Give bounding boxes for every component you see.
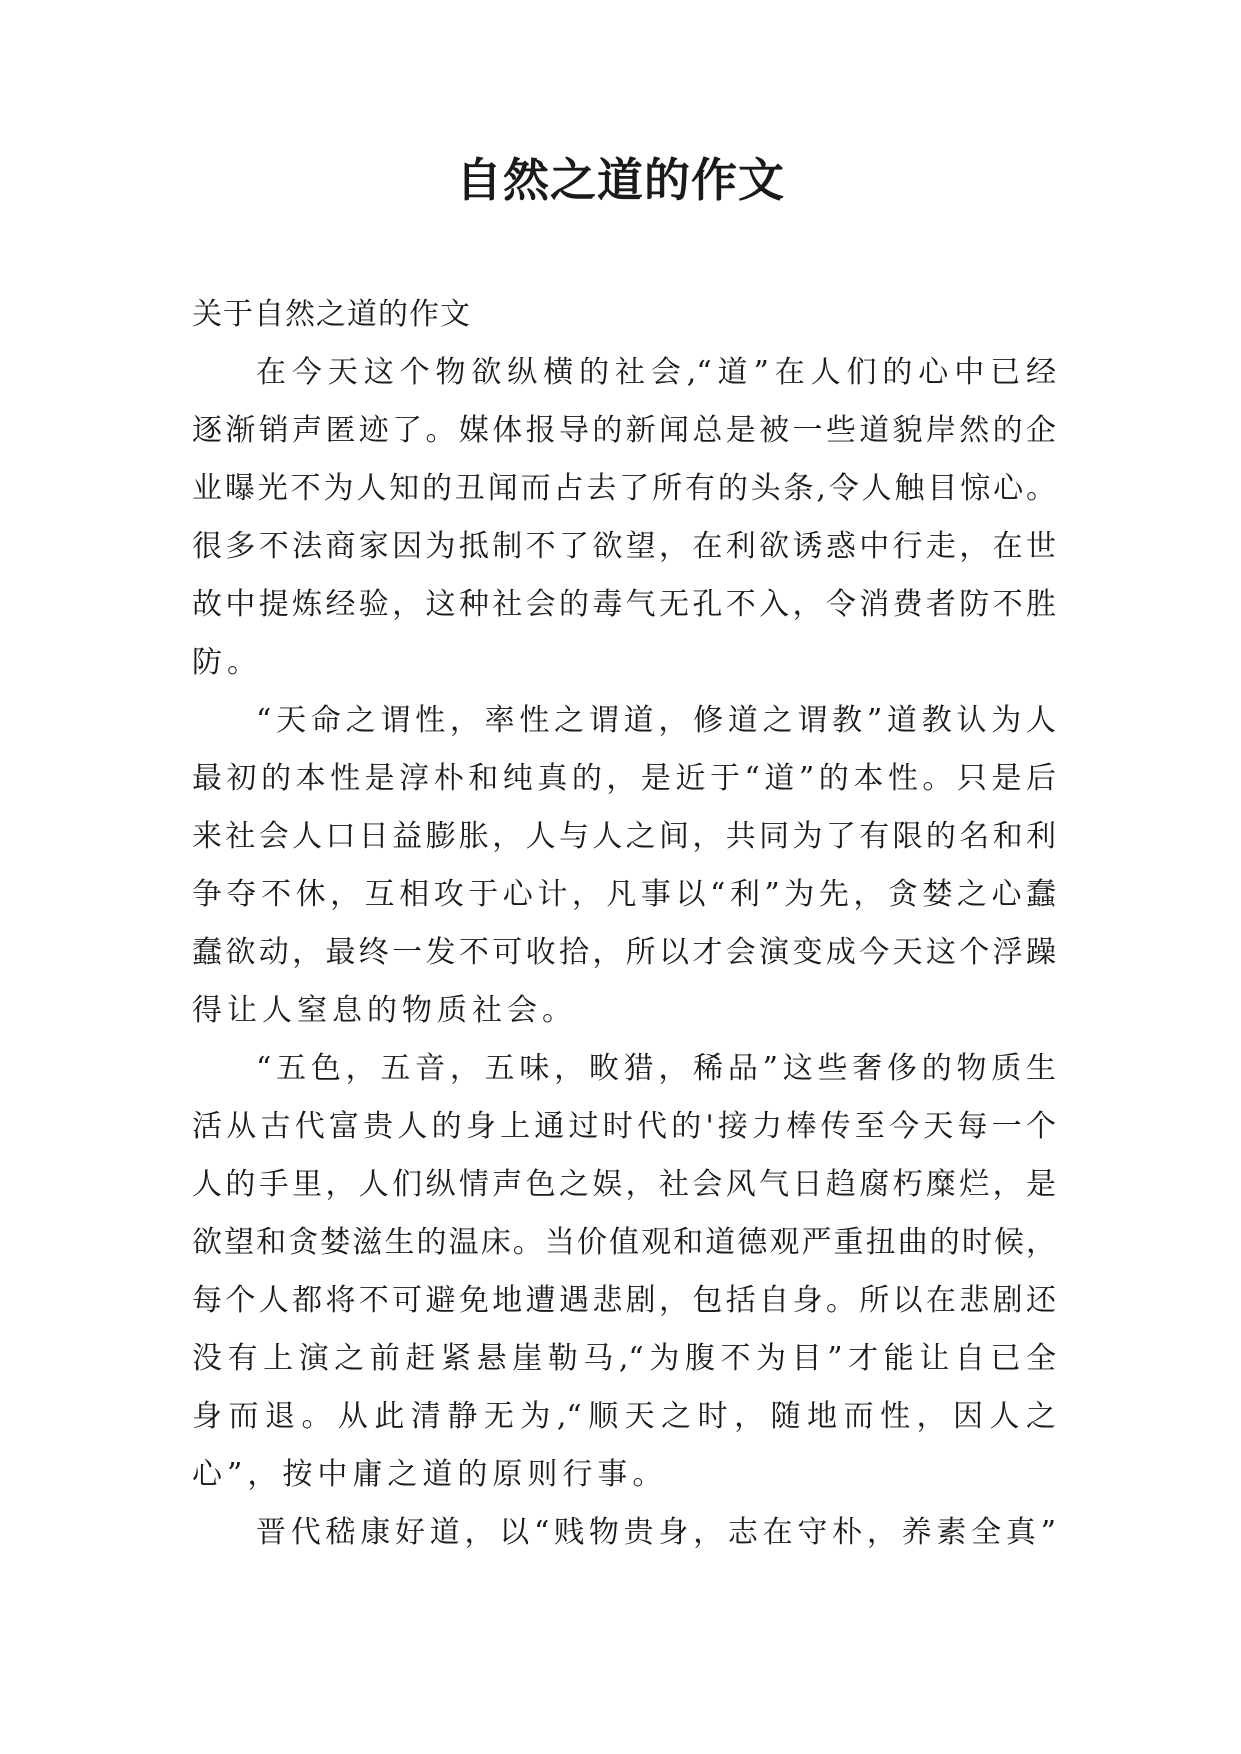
document-subtitle: 关于自然之道的作文 xyxy=(192,297,471,332)
paragraph-line: “天命之谓性，率性之谓道，修道之谓教”道教认为人 xyxy=(256,703,1056,738)
paragraph-2 xyxy=(192,692,1056,1040)
paragraph-line: 没有上演之前赶紧悬崖勒马,“为腹不为目”才能让自已全 xyxy=(192,1341,1056,1376)
paragraph-4 xyxy=(192,1504,1056,1562)
paragraph-line: 得让人窒息的物质社会。 xyxy=(192,993,577,1028)
paragraph-line: 逐渐销声匿迹了。媒体报导的新闻总是被一些道貌岸然的企 xyxy=(192,413,1056,448)
paragraph-line: 争夺不休，互相攻于心计，凡事以“利”为先，贪婪之心蠢 xyxy=(192,877,1056,912)
paragraph-line: 业曝光不为人知的丑闻而占去了所有的头条,令人触目惊心。 xyxy=(192,471,1056,506)
document-body xyxy=(192,286,1056,1562)
document-title: 自然之道的作文 xyxy=(456,153,785,207)
paragraph-line: 欲望和贪婪滋生的温床。当价值观和道德观严重扭曲的时候， xyxy=(192,1225,1056,1260)
paragraph-line: 故中提炼经验，这种社会的毒气无孔不入，令消费者防不胜 xyxy=(192,587,1056,622)
paragraph-line: 防。 xyxy=(192,645,262,680)
paragraph-line: 来社会人口日益膨胀，人与人之间，共同为了有限的名和利 xyxy=(192,819,1056,854)
paragraph-line: 人的手里，人们纵情声色之娱，社会风气日趋腐朽糜烂，是 xyxy=(192,1167,1056,1202)
paragraph-line: 晋代嵇康好道，以“贱物贵身，志在守朴，养素全真” xyxy=(256,1515,1056,1550)
paragraph-line: 最初的本性是淳朴和纯真的，是近于“道”的本性。只是后 xyxy=(192,761,1056,796)
paragraph-line: 心”，按中庸之道的原则行事。 xyxy=(192,1457,668,1492)
paragraph-line: 每个人都将不可避免地遭遇悲剧，包括自身。所以在悲剧还 xyxy=(192,1283,1056,1318)
paragraph-3 xyxy=(192,1040,1056,1504)
paragraph-line: 活从古代富贵人的身上通过时代的'接力棒传至今天每一个 xyxy=(192,1109,1056,1144)
paragraph-1 xyxy=(192,344,1056,692)
paragraph-line: 在今天这个物欲纵横的社会,“道”在人们的心中已经 xyxy=(256,355,1056,390)
paragraph-line: “五色，五音，五味，畋猎，稀品”这些奢侈的物质生 xyxy=(256,1051,1056,1086)
paragraph-line: 蠢欲动，最终一发不可收拾，所以才会演变成今天这个浮躁 xyxy=(192,935,1056,970)
paragraph-line: 身而退。从此清静无为,“顺天之时，随地而性，因人之 xyxy=(192,1399,1056,1434)
paragraph-line: 很多不法商家因为抵制不了欲望，在利欲诱惑中行走，在世 xyxy=(192,529,1056,564)
